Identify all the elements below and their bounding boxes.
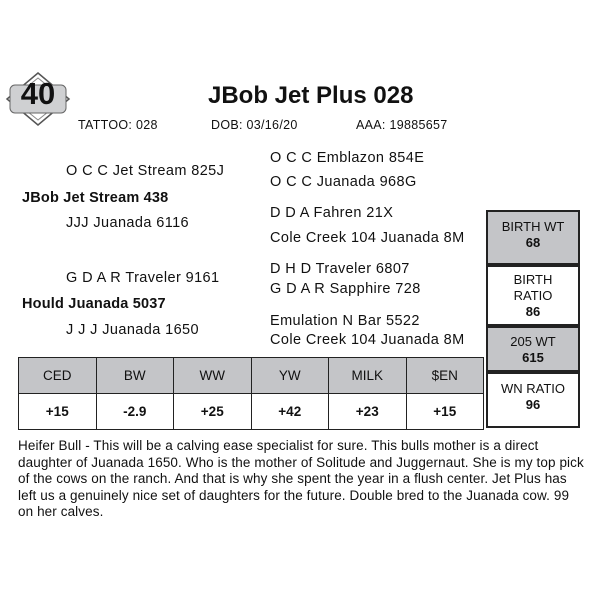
weaning-weight-value: 615 [522,350,544,365]
pedigree-dam-sire-dam: G D A R Sapphire 728 [270,281,421,297]
remarks-paragraph: Heifer Bull - This will be a calving ease specialist for sure. This bulls mother is a direct daughter of Juanada 1650. Who is the mother of Solitude and Juggernaut. She is my top pick of the cows on the ranch. And that is why she spent the year in a flush center. Jet Plus has left us a genuinely nice set of daughters for the future. Double bred to the Juanada cow. 99 on her calves. [18,438,584,519]
birth-weight-value: 68 [525,235,541,250]
birth-weight-box [486,210,580,265]
epd-value-ww: +25 [174,394,252,430]
animal-name-title: JBob Jet Plus 028 [208,82,414,109]
pedigree-sire-sire-dam: O C C Juanada 968G [270,174,417,190]
birth-ratio-box [486,265,580,326]
epd-values-row [19,394,484,430]
lot-number: 40 [20,76,56,111]
epd-header-ced: CED [19,358,97,394]
pedigree-sire-dam-sire: D D A Fahren 21X [270,205,394,221]
pedigree-sire-dam-dam: Cole Creek 104 Juanada 8M [270,230,465,246]
weaning-ratio-value: 96 [525,397,541,412]
epd-header-yw: YW [251,358,329,394]
pedigree-sire-sire-sire: O C C Emblazon 854E [270,150,425,166]
epd-value-milk: +23 [329,394,407,430]
weaning-weight-label: 205 WT [510,334,556,349]
pedigree-dam-dam: J J J Juanada 1650 [66,322,199,338]
pedigree-dam-dam-sire: Emulation N Bar 5522 [270,313,420,329]
epd-header-row [19,358,484,394]
epd-header-en: $EN [406,358,484,394]
pedigree-sire-sire: O C C Jet Stream 825J [66,163,225,179]
dob-text: DOB: 03/16/20 [211,118,298,132]
birth-weight-label: BIRTH WT [501,219,565,234]
epd-header-bw: BW [96,358,174,394]
weaning-ratio-box [486,372,580,428]
weaning-ratio-label: WN RATIO [500,381,566,396]
epd-value-en: +15 [406,394,484,430]
birth-ratio-value: 86 [525,304,541,319]
pedigree-dam: Hould Juanada 5037 [22,296,166,312]
pedigree-dam-dam-dam: Cole Creek 104 Juanada 8M [270,332,465,348]
pedigree-dam-sire: G D A R Traveler 9161 [66,270,220,286]
epd-value-bw: -2.9 [96,394,174,430]
registration-number: AAA: 19885657 [356,118,448,132]
weaning-weight-box [486,326,580,372]
birth-ratio-label-line1: BIRTH [513,272,553,287]
epd-header-ww: WW [174,358,252,394]
epd-table [18,357,484,430]
pedigree-sire: JBob Jet Stream 438 [22,190,169,206]
tattoo-text: TATTOO: 028 [78,118,158,132]
epd-header-milk: MILK [329,358,407,394]
epd-value-ced: +15 [19,394,97,430]
epd-value-yw: +42 [251,394,329,430]
birth-ratio-label-line2: RATIO [513,288,553,303]
pedigree-sire-dam: JJJ Juanada 6116 [66,215,190,231]
pedigree-dam-sire-sire: D H D Traveler 6807 [270,261,410,277]
